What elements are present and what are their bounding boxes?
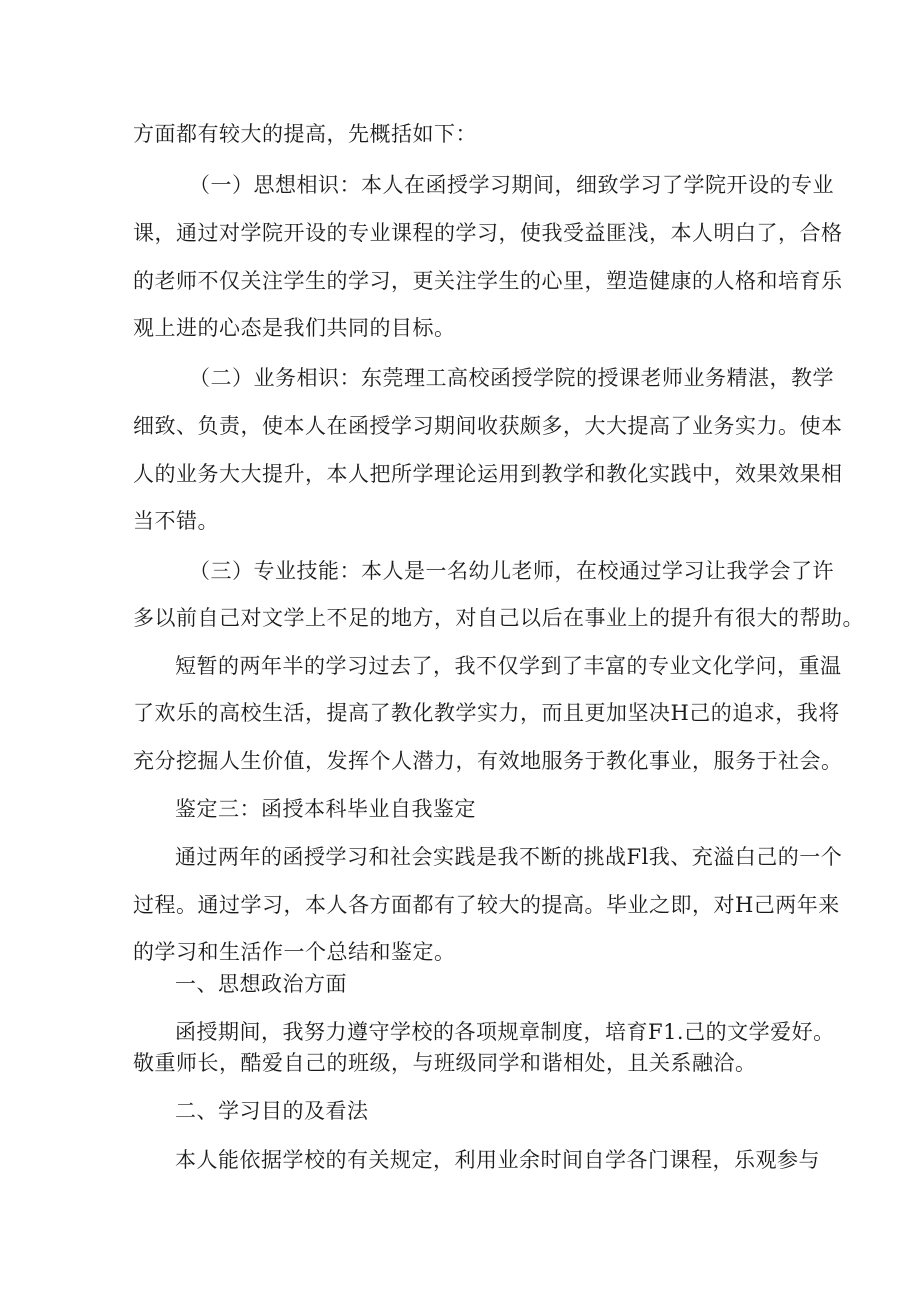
section-heading: 鉴定三：函授本科毕业自我鉴定 <box>175 797 476 821</box>
text-line: 敬重师长，酷爱自己的班级，与班级同学和谐相处，且关系融洽。 <box>133 1051 757 1075</box>
text-line: 人的业务大大提升，本人把所学理论运用到教学和教化实践中，效果效果相 <box>133 462 843 486</box>
text-line: 了欢乐的高校生活，提高了教化教学实力，而且更加坚决H己的追求，我将 <box>133 701 840 725</box>
text-line: 短暂的两年半的学习过去了，我不仅学到了丰富的专业文化学问，重温 <box>175 654 842 678</box>
text-line: 的学习和生活作一个总结和鉴定。 <box>133 940 456 964</box>
subsection-heading: 一、思想政治方面 <box>175 972 347 996</box>
text-line: 观上进的心态是我们共同的目标。 <box>133 316 456 340</box>
text-line: 的老师不仅关注学生的学习，更关注学生的心里，塑造健康的人格和培育乐 <box>133 269 843 293</box>
subsection-heading: 二、学习目的及看法 <box>175 1099 369 1123</box>
text-line: （一）思想相识：本人在函授学习期间，细致学习了学院开设的专业 <box>189 173 834 197</box>
text-line: 当不错。 <box>133 509 219 533</box>
text-line: 本人能依据学校的有关规定，利用业余时间自学各门课程，乐观参与 <box>175 1148 820 1172</box>
text-line: 充分挖掘人生价值，发挥个人潜力，有效地服务于教化事业，服务于社会。 <box>133 749 843 773</box>
text-line: 通过两年的函授学习和社会实践是我不断的挑战Fl我、充溢白己的一个 <box>175 845 843 869</box>
text-line: 过程。通过学习，本人各方面都有了较大的提高。毕业之即，对H己两年来 <box>133 893 840 917</box>
text-line: 方面都有较大的提高，先概括如下： <box>133 122 477 146</box>
text-line: 多以前自己对文学上不足的地方，对自己以后在事业上的提升有很大的帮助。 <box>133 606 864 630</box>
text-line: 课，通过对学院开设的专业课程的学习，使我受益匪浅，本人明白了，合格 <box>133 221 843 245</box>
text-line: （三）专业技能：本人是一名幼儿老师，在校通过学习让我学会了许 <box>189 559 834 583</box>
text-line: 函授期间，我努力遵守学校的各项规章制度，培育F1.己的文学爱好。 <box>175 1020 835 1044</box>
text-line: （二）业务相识：东莞理工高校函授学院的授课老师业务精湛，教学 <box>189 366 834 390</box>
text-line: 细致、负责，使本人在函授学习期间收获颇多，大大提高了业务实力。使本 <box>133 414 843 438</box>
